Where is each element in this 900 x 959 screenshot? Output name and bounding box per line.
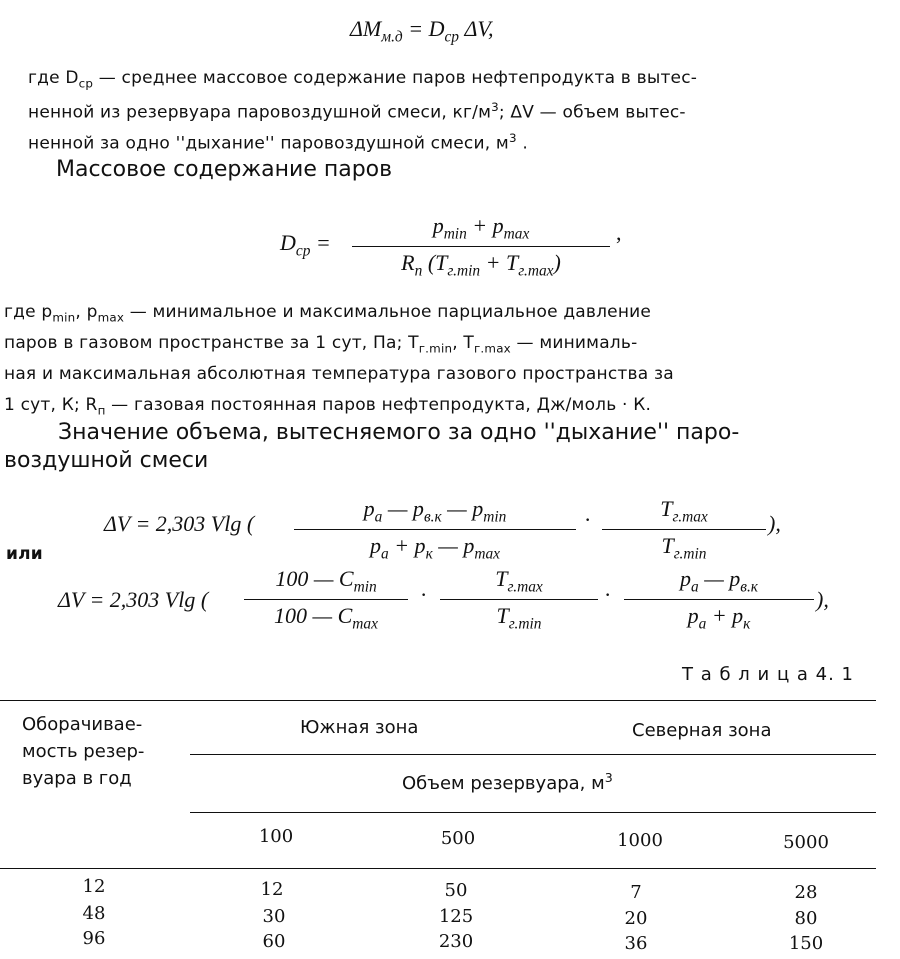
table-cell: 50: [444, 880, 468, 901]
row-header-label: мость резер-: [22, 741, 145, 762]
or-word: или: [6, 544, 43, 564]
table-rule-volume: [190, 812, 876, 813]
table-cell: 28: [794, 882, 818, 903]
volume-column-header: 1000: [617, 830, 663, 851]
table-cell: 150: [788, 933, 824, 954]
formula-dot: ·: [420, 582, 428, 607]
table-cell-turnover: 96: [82, 928, 106, 949]
fraction-numerator: $T_{г.max}$: [495, 566, 543, 596]
formula-mass-loss: $\Delta M_{м.д} = D_{ср}$ ΔV,: [350, 16, 494, 46]
table-cell: 12: [260, 879, 284, 900]
fraction-numerator: $p_{min} + p_{max}$: [432, 213, 530, 243]
formula-punct: ),: [816, 587, 829, 612]
formula-volume-fraction-concentration: [244, 566, 408, 634]
volume-column-header: 500: [440, 828, 476, 849]
paragraph-line: где $D_{ср}$ — среднее массовое содержание паров нефтепродукта в вытес-: [28, 68, 698, 91]
paragraph-line: где $p_{min}$, $p_{max}$ — минимальное и максимальное парциальное давление: [4, 302, 652, 325]
formula-volume-fraction-temperature: [602, 496, 766, 564]
volume-column-header: 5000: [783, 832, 829, 853]
table-cell-turnover: 48: [82, 903, 106, 924]
formula-punct: ),: [768, 511, 781, 536]
table-cell: 80: [794, 908, 818, 929]
table-cell: 60: [262, 931, 286, 952]
formula-volume-lhs: ΔV = 2,303 Vlg (: [104, 511, 255, 536]
table-rule-zone: [190, 754, 876, 755]
lead-text: Массовое содержание паров: [56, 157, 393, 182]
fraction-denominator: 100 — $C_{max}$: [274, 603, 378, 633]
fraction-denominator: $p_а + p_к$: [687, 603, 751, 633]
formula-density-lhs: $D_{ср}$ =: [280, 230, 331, 260]
volume-column-header: 100: [258, 826, 294, 847]
fraction-numerator: 100 — $C_{min}$: [275, 566, 377, 596]
fraction-denominator: $T_{г.min}$: [496, 603, 542, 633]
table-rule-top: [0, 700, 876, 701]
paragraph-line: ная и максимальная абсолютная температура газового пространства за: [4, 364, 674, 384]
table-cell: 125: [438, 906, 474, 927]
zone-south-header: Южная зона: [300, 717, 419, 738]
zone-north-header: Северная зона: [632, 720, 772, 741]
formula-volume-fraction-pressure: [294, 496, 576, 564]
paragraph-line: ненной из резервуара паровоздушной смеси, $кг/м^3$; ΔV — объем вытес-: [28, 100, 686, 123]
fraction-numerator: $p_а$ — $p_{в.к}$: [680, 566, 758, 596]
formula-volume-fraction-pressure: [624, 566, 814, 634]
table-cell: 230: [438, 931, 474, 952]
formula-volume-fraction-temperature: [440, 566, 598, 634]
paragraph-line: 1 сут, К; $R_п$ — газовая постоянная паров нефтепродукта, Дж/моль · К.: [4, 395, 652, 418]
fraction-denominator: $T_{г.min}$: [661, 533, 707, 563]
table-cell: 36: [624, 933, 648, 954]
table-cell: 7: [630, 882, 642, 903]
lead-text: Значение объема, вытесняемого за одно ''дыхание'' паро-: [58, 420, 740, 445]
formula-punct: ,: [616, 220, 622, 245]
fraction-denominator: $R_п$ $(T_{г.min} + T_{г.max})$: [401, 250, 561, 280]
row-header-label: вуара в год: [22, 768, 132, 789]
formula-volume-alt-lhs: ΔV = 2,303 Vlg (: [58, 587, 209, 612]
formula-dot: ·: [604, 582, 612, 607]
table-caption: Т а б л и ц а 4. 1: [682, 664, 855, 685]
table-cell: 30: [262, 906, 286, 927]
volume-header: Объем резервуара, $м^3$: [402, 770, 613, 794]
fraction-numerator: $T_{г.max}$: [660, 496, 708, 526]
formula-density-fraction: [352, 213, 610, 281]
paragraph-line: паров в газовом пространстве за 1 сут, Па; $T_{г.min}$, $T_{г.max}$ — минималь-: [4, 333, 638, 356]
row-header-label: Оборачивае-: [22, 714, 143, 735]
table-cell: 20: [624, 908, 648, 929]
lead-text: воздушной смеси: [4, 448, 209, 473]
fraction-denominator: $p_а + p_к$ — $p_{max}$: [370, 533, 500, 563]
paragraph-line: ненной за одно ''дыхание'' паровоздушной смеси, $м^3$ .: [28, 131, 528, 154]
fraction-numerator: $p_а$ — $p_{в.к}$ — $p_{min}$: [363, 496, 507, 526]
formula-dot: ·: [584, 507, 592, 532]
table-cell-turnover: 12: [82, 876, 106, 897]
table-rule-body: [0, 868, 876, 869]
